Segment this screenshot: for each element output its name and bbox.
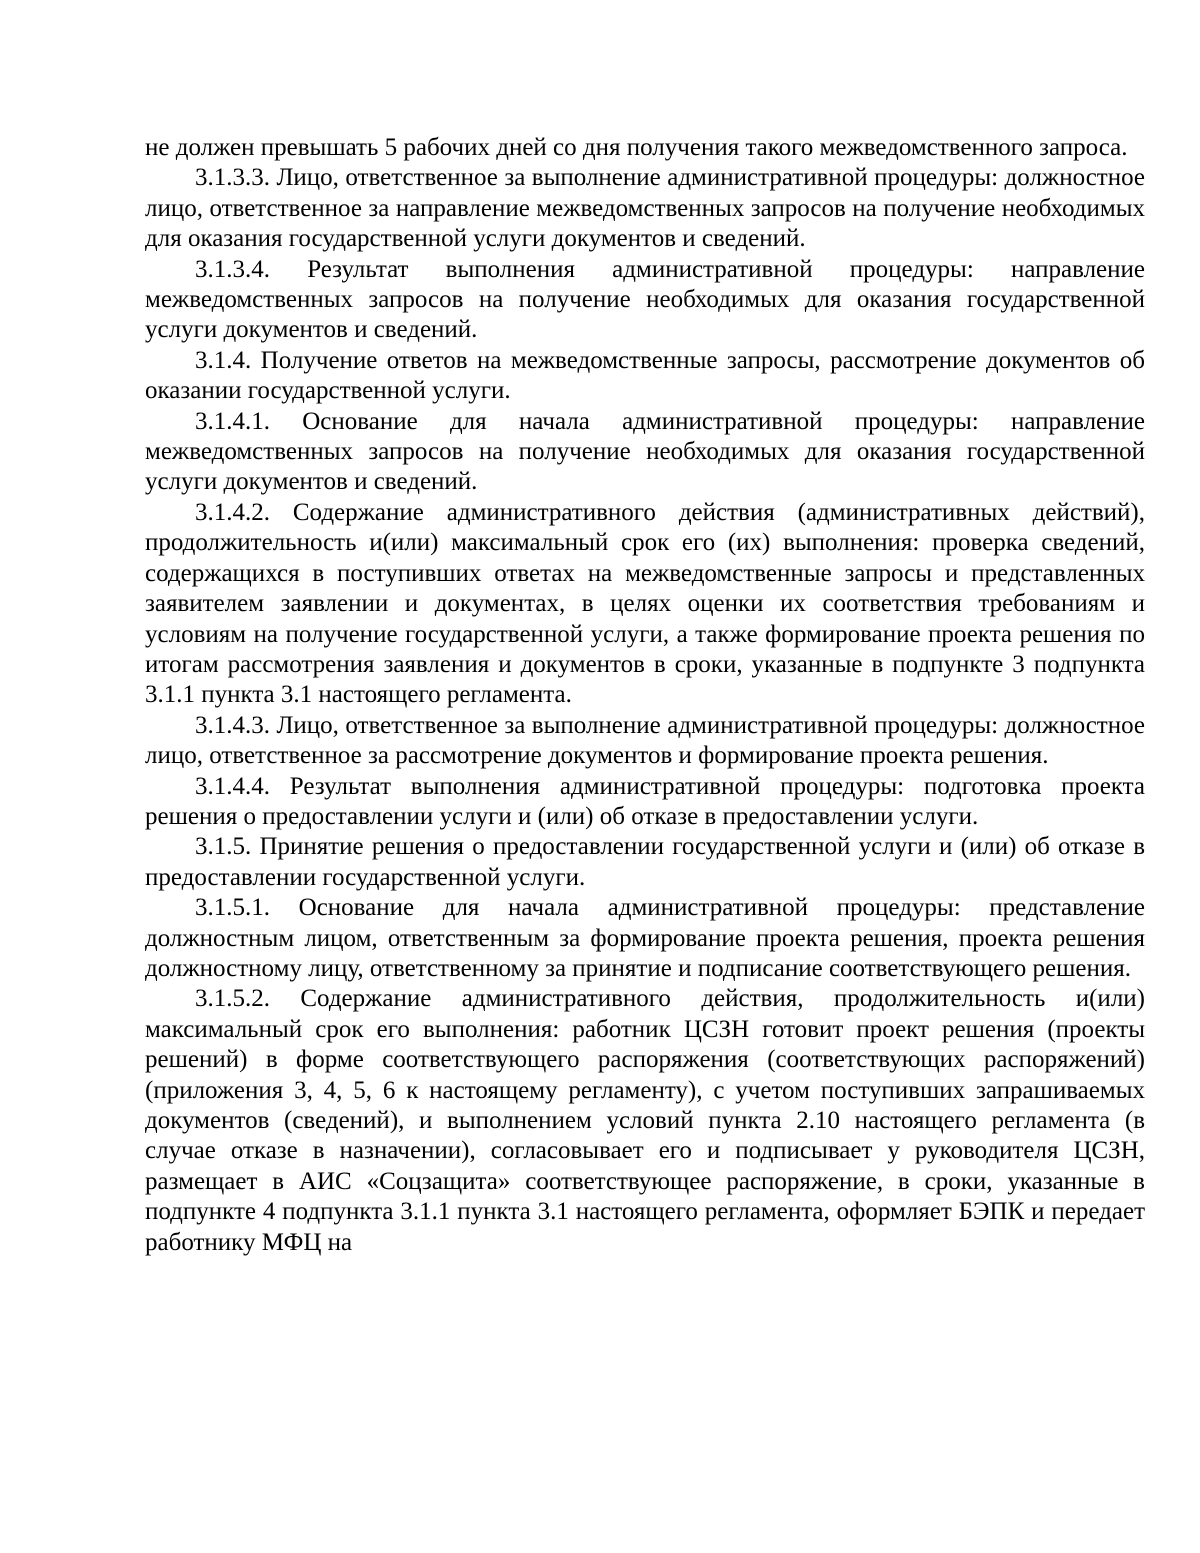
paragraph-3-1-3-3: 3.1.3.3. Лицо, ответственное за выполнение административной процедуры: должностное лицо, ответственное за направление межведомственных запросов на получение необходимых для оказания государственной услуги документов и сведений.	[145, 164, 1145, 253]
paragraph-3-1-4-4: 3.1.4.4. Результат выполнения административной процедуры: подготовка проекта решения о предоставлении услуги и (или) об отказе в предоставлении услуги.	[145, 772, 1145, 830]
paragraph-3-1-4-3: 3.1.4.3. Лицо, ответственное за выполнение административной процедуры: должностное лицо, ответственное за рассмотрение документов и формирование проекта решения.	[145, 711, 1145, 770]
document-body	[145, 133, 1145, 1258]
paragraph-3-1-5: 3.1.5. Принятие решения о предоставлении государственной услуги и (или) об отказе в предоставлении государственной услуги.	[145, 833, 1145, 891]
paragraph-3-1-4-2: 3.1.4.2. Содержание административного действия (административных действий), продолжительность и(или) максимальный срок его (их) выполнения: проверка сведений, содержащихся в поступивших ответах на межведомственные запросы и представленных заявителем заявлении и документах, в целях оценки их соответствия требованиям и условиям на получение государственной услуги, а также формирование проекта решения по итогам рассмотрения заявления и документов в сроки, указанные в подпункте 3 подпункта 3.1.1 пункта 3.1 настоящего регламента.	[145, 498, 1145, 709]
paragraph-3-1-5-2: 3.1.5.2. Содержание административного действия, продолжительность и(или) максимальный срок его выполнения: работник ЦСЗН готовит проект решения (проекты решений) в форме соответствующего распоряжения (соответствующих распоряжений) (приложения 3, 4, 5, 6 к настоящему регламенту), с учетом поступивших запрашиваемых документов (сведений), и выполнением условий пункта 2.10 настоящего регламента (в случае отказе в назначении), согласовывает его и подписывает у руководителя ЦСЗН, размещает в АИС «Соцзащита» соответствующее распоряжение, в сроки, указанные в подпункте 4 подпункта 3.1.1 пункта 3.1 настоящего регламента, оформляет БЭПК и передает работнику МФЦ на	[145, 985, 1145, 1256]
paragraph-continuation: не должен превышать 5 рабочих дней со дня получения такого межведомственного запроса.	[145, 134, 1128, 161]
paragraph-3-1-4: 3.1.4. Получение ответов на межведомственные запросы, рассмотрение документов об оказании государственной услуги.	[145, 346, 1145, 405]
paragraph-3-1-3-4: 3.1.3.4. Результат выполнения административной процедуры: направление межведомственных запросов на получение необходимых для оказания государственной услуги документов и сведений.	[145, 255, 1145, 344]
paragraph-3-1-4-1: 3.1.4.1. Основание для начала административной процедуры: направление межведомственных запросов на получение необходимых для оказания государственной услуги документов и сведений.	[145, 407, 1145, 496]
paragraph-3-1-5-1: 3.1.5.1. Основание для начала административной процедуры: представление должностным лицом, ответственным за формирование проекта решения, проекта решения должностному лицу, ответственному за принятие и подписание соответствующего решения.	[145, 894, 1145, 982]
